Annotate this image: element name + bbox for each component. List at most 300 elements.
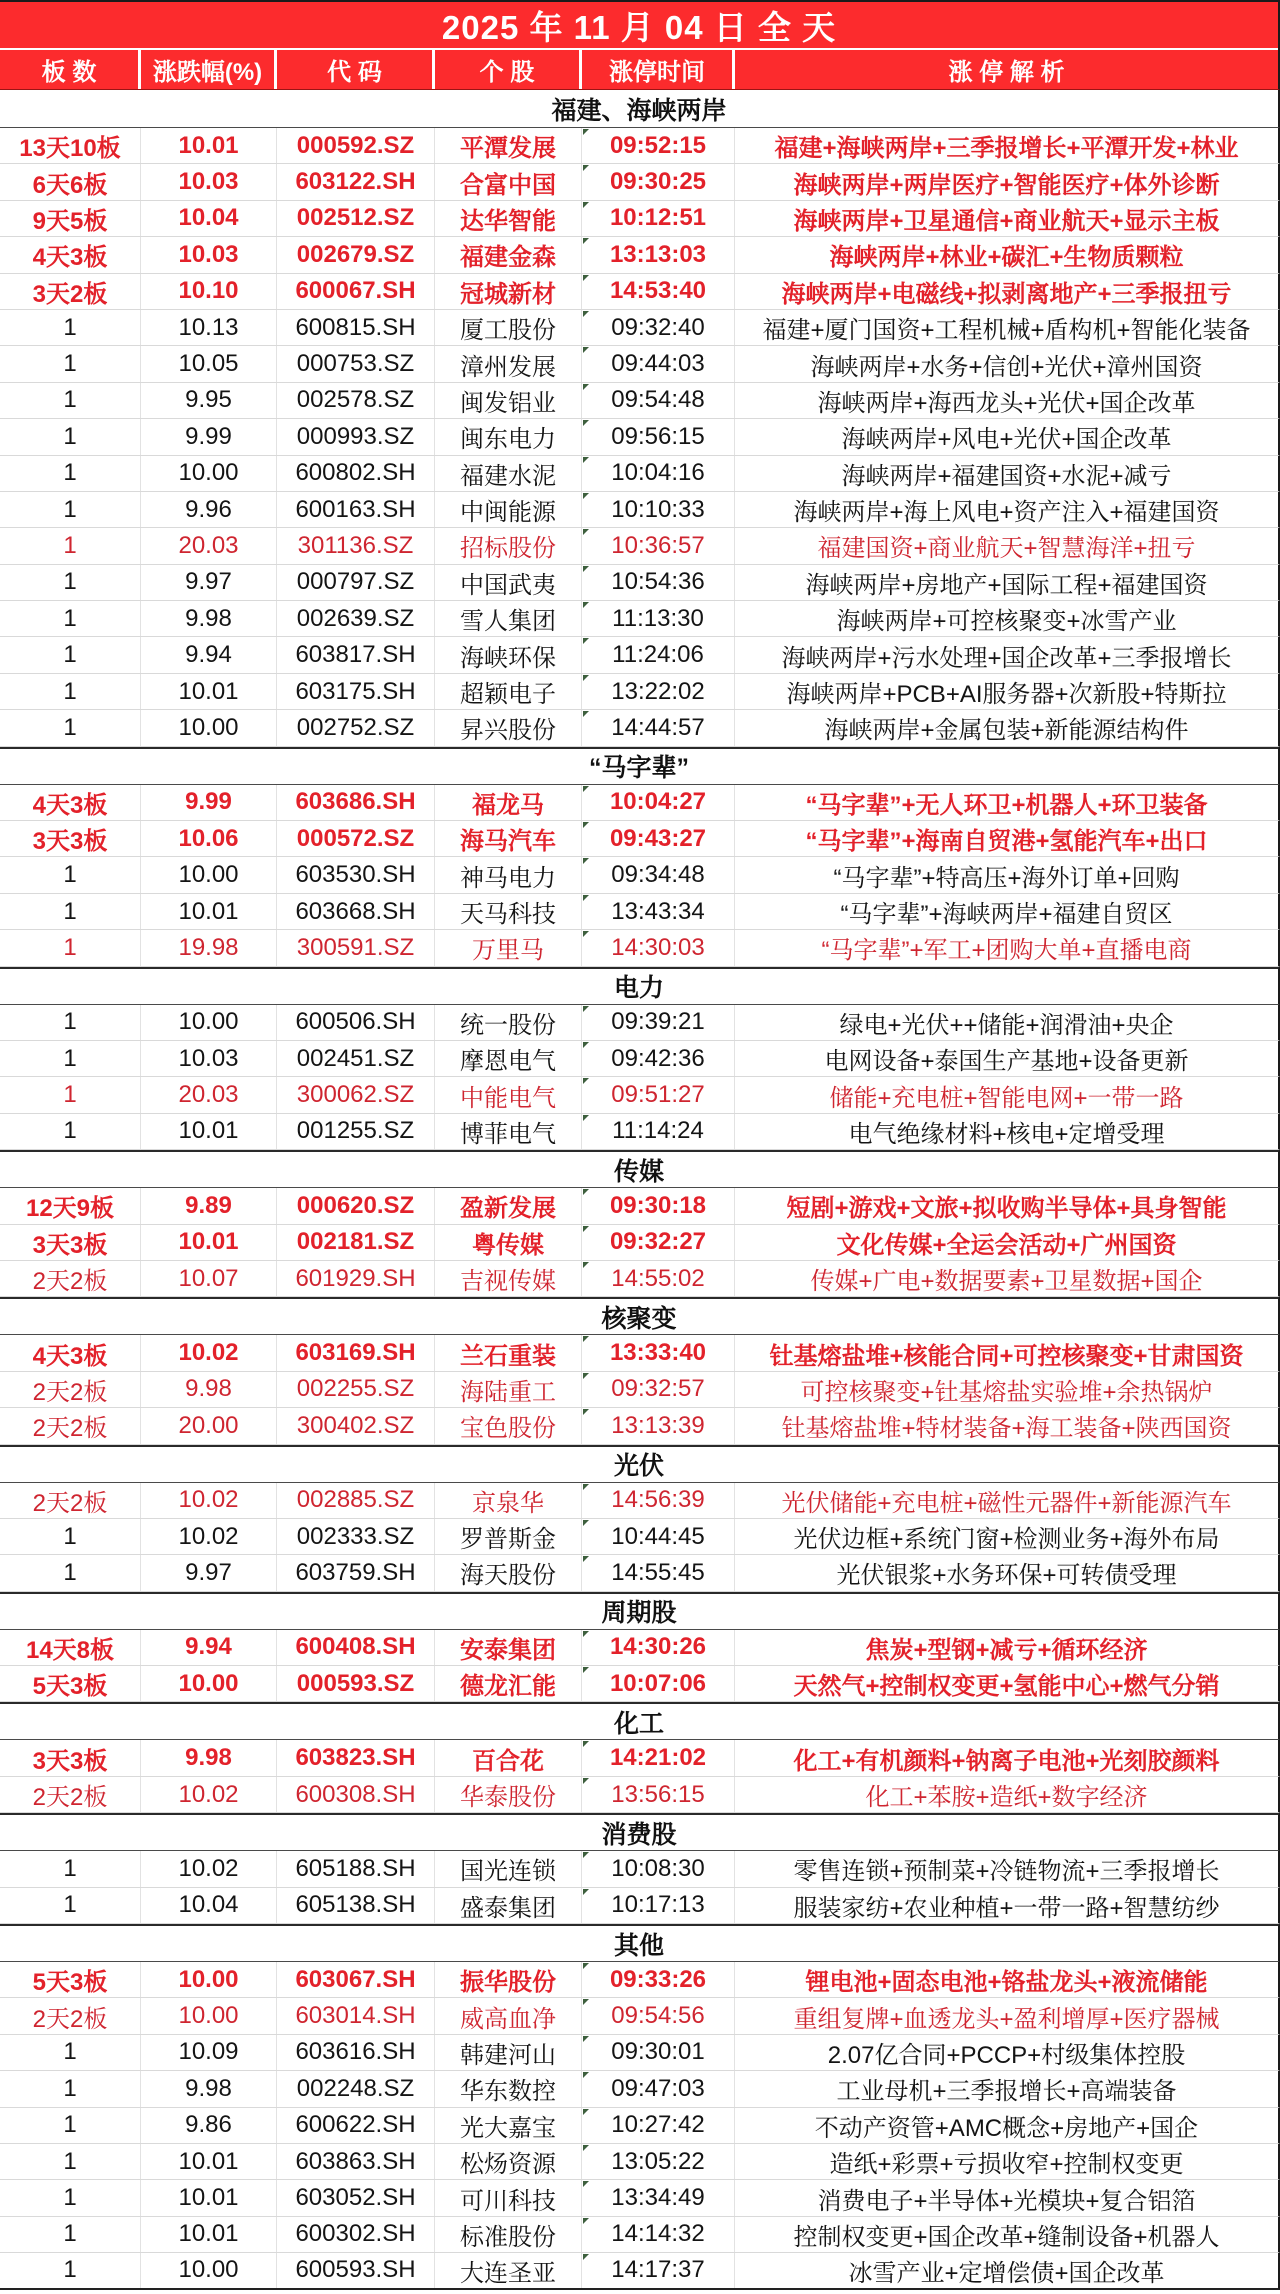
stock-row: [0, 346, 1280, 382]
limit-up-time-text: 10:36:57: [611, 531, 705, 559]
stock-name-cell: 粤传媒: [435, 1225, 582, 1260]
stock-name-cell: 厦工股份: [435, 310, 582, 345]
stock-code-cell: 603530.SH: [277, 857, 435, 892]
stock-row: [0, 1555, 1280, 1591]
limit-up-time-text: 09:34:48: [611, 861, 705, 889]
limit-up-time-text: 14:30:26: [609, 1633, 707, 1661]
limit-up-time-cell: [582, 1041, 735, 1076]
board-count-cell: 1: [0, 1077, 141, 1112]
limit-up-time-cell: [582, 1483, 735, 1518]
stock-code-cell: 600506.SH: [277, 1005, 435, 1040]
board-count-cell: 14天8板: [0, 1630, 141, 1665]
change-pct-cell: 10.05: [141, 346, 277, 381]
section-header: 化工: [0, 1702, 1280, 1740]
stock-name-cell: 安泰集团: [435, 1630, 582, 1665]
reason-cell: 海峡两岸+金属包装+新能源结构件: [824, 717, 1189, 745]
stock-name-cell: 海陆重工: [435, 1372, 582, 1407]
stock-code-cell: 603823.SH: [277, 1740, 435, 1775]
limit-up-time-cell: [582, 1630, 735, 1665]
stock-row: [0, 1041, 1280, 1077]
board-count-cell: 1: [0, 2217, 141, 2252]
stock-row: [0, 2144, 1280, 2180]
stock-code-cell: 000592.SZ: [277, 128, 435, 163]
stock-code-cell: 600593.SH: [277, 2253, 435, 2287]
limit-up-time-cell: [582, 785, 735, 820]
reason-cell: 服装家纺+农业种植+一带一路+智慧纺纱: [793, 1894, 1220, 1922]
stock-name-cell: 华东数控: [435, 2071, 582, 2106]
stock-name-cell: 统一股份: [435, 1005, 582, 1040]
limit-up-time-text: 13:05:22: [611, 2147, 705, 2175]
limit-up-time-cell: [582, 237, 735, 272]
limit-up-time-text: 14:17:37: [611, 2256, 705, 2284]
stock-row: [0, 383, 1280, 419]
stock-code-cell: 002248.SZ: [277, 2071, 435, 2106]
stock-row: [0, 456, 1280, 492]
stock-row: [0, 310, 1280, 346]
stock-name-cell: 大连圣亚: [435, 2253, 582, 2287]
board-count-cell: 1: [0, 2253, 141, 2287]
cell-indicator-icon: [583, 1189, 589, 1195]
stock-code-cell: 603052.SH: [277, 2180, 435, 2215]
board-count-cell: 3天3板: [0, 1225, 141, 1260]
board-count-cell: 2天2板: [0, 1483, 141, 1518]
stock-name-cell: 昇兴股份: [435, 710, 582, 745]
stock-row: [0, 2253, 1280, 2289]
limit-up-time-cell: [582, 1519, 735, 1554]
limit-up-time-text: 09:44:03: [611, 350, 705, 378]
stock-row: [0, 601, 1280, 637]
stock-code-cell: 603668.SH: [277, 894, 435, 929]
stock-code-cell: 300591.SZ: [277, 930, 435, 965]
limit-up-time-text: 13:56:15: [611, 1780, 705, 1808]
limit-up-time-text: 10:54:36: [611, 568, 705, 596]
board-count-cell: 3天3板: [0, 821, 141, 856]
board-count-cell: 1: [0, 1888, 141, 1923]
change-pct-cell: 10.02: [141, 1483, 277, 1518]
board-count-cell: 1: [0, 1851, 141, 1886]
limit-up-time-text: 11:24:06: [612, 641, 704, 669]
stock-name-cell: 德龙汇能: [435, 1666, 582, 1701]
stock-code-cell: 603863.SH: [277, 2144, 435, 2179]
limit-up-time-cell: [582, 201, 735, 236]
cell-indicator-icon: [583, 420, 589, 426]
limit-up-time-text: 09:54:48: [611, 386, 705, 414]
stock-code-cell: 603686.SH: [277, 785, 435, 820]
change-pct-cell: 9.99: [141, 785, 277, 820]
column-header-board-count: 板 数: [0, 50, 141, 89]
stock-row: [0, 201, 1280, 237]
change-pct-cell: 20.00: [141, 1408, 277, 1443]
board-count-cell: 9天5板: [0, 201, 141, 236]
limit-up-time-text: 09:52:15: [609, 131, 707, 159]
change-pct-cell: 10.04: [141, 201, 277, 236]
board-count-cell: 1: [0, 857, 141, 892]
board-count-cell: 12天9板: [0, 1188, 141, 1223]
limit-up-time-text: 14:55:45: [611, 1558, 705, 1586]
stock-name-cell: 振华股份: [435, 1962, 582, 1997]
limit-up-time-text: 09:51:27: [611, 1081, 705, 1109]
cell-indicator-icon: [583, 602, 589, 608]
stock-row: [0, 2180, 1280, 2216]
board-count-cell: 3天3板: [0, 1740, 141, 1775]
stock-row: [0, 1666, 1280, 1702]
reason-cell: “马字辈”+海峡两岸+福建自贸区: [840, 901, 1173, 928]
stock-code-cell: 600308.SH: [277, 1777, 435, 1812]
reason-cell: 2.07亿合同+PCCP+村级集体控股: [827, 2041, 1186, 2069]
cell-indicator-icon: [583, 1373, 589, 1379]
board-count-cell: 6天6板: [0, 164, 141, 199]
change-pct-cell: 10.00: [141, 1962, 277, 1997]
change-pct-cell: 10.04: [141, 1888, 277, 1923]
change-pct-cell: 10.01: [141, 2217, 277, 2252]
limit-up-time-text: 13:34:49: [611, 2184, 705, 2212]
cell-indicator-icon: [583, 1006, 589, 1012]
reason-cell: 控制权变更+国企改革+缝制设备+机器人: [793, 2223, 1220, 2251]
cell-indicator-icon: [583, 675, 589, 681]
board-count-cell: 1: [0, 674, 141, 709]
stock-name-cell: 盛泰集团: [435, 1888, 582, 1923]
limit-up-time-cell: [582, 1888, 735, 1923]
stock-row: [0, 1225, 1280, 1261]
stock-name-cell: 百合花: [435, 1740, 582, 1775]
cell-indicator-icon: [583, 2072, 589, 2078]
stock-row: [0, 1888, 1280, 1924]
stock-code-cell: 600302.SH: [277, 2217, 435, 2252]
sheet-title: 2025 年 11 月 04 日 全 天: [0, 0, 1280, 48]
reason-cell: 海峡两岸+福建国资+水泥+减亏: [841, 462, 1172, 490]
stock-name-cell: 神马电力: [435, 857, 582, 892]
cell-indicator-icon: [583, 822, 589, 828]
board-count-cell: 5天3板: [0, 1962, 141, 1997]
cell-indicator-icon: [583, 638, 589, 644]
change-pct-cell: 9.94: [141, 637, 277, 672]
limit-up-time-cell: [582, 674, 735, 709]
stock-row: [0, 930, 1280, 966]
stock-name-cell: 平潭发展: [435, 128, 582, 163]
limit-up-time-text: 14:53:40: [609, 277, 707, 305]
change-pct-cell: 10.01: [141, 2144, 277, 2179]
cell-indicator-icon: [583, 1963, 589, 1969]
cell-indicator-icon: [583, 493, 589, 499]
change-pct-cell: 10.01: [141, 894, 277, 929]
limit-up-time-cell: [582, 565, 735, 600]
cell-indicator-icon: [583, 858, 589, 864]
board-count-cell: 2天2板: [0, 1261, 141, 1296]
reason-cell: 短剧+游戏+文旅+拟收购半导体+具身智能: [786, 1195, 1227, 1223]
change-pct-cell: 10.00: [141, 857, 277, 892]
cell-indicator-icon: [583, 1889, 589, 1895]
change-pct-cell: 10.03: [141, 1041, 277, 1076]
change-pct-cell: 9.98: [141, 601, 277, 636]
stock-code-cell: 002333.SZ: [277, 1519, 435, 1554]
stock-name-cell: 国光连锁: [435, 1851, 582, 1886]
stock-code-cell: 000593.SZ: [277, 1666, 435, 1701]
board-count-cell: 1: [0, 637, 141, 672]
stock-name-cell: 中闽能源: [435, 492, 582, 527]
reason-cell: 冰雪产业+定增偿债+国企改革: [848, 2259, 1165, 2287]
board-count-cell: 1: [0, 492, 141, 527]
change-pct-cell: 10.00: [141, 1005, 277, 1040]
reason-cell: 光伏边框+系统门窗+检测业务+海外布局: [793, 1526, 1220, 1554]
change-pct-cell: 10.02: [141, 1851, 277, 1886]
board-count-cell: 1: [0, 894, 141, 929]
stock-name-cell: 罗普斯金: [435, 1519, 582, 1554]
section-header: 其他: [0, 1924, 1280, 1962]
reason-cell: 海峡两岸+两岸医疗+智能医疗+体外诊断: [793, 171, 1220, 199]
board-count-cell: 5天3板: [0, 1666, 141, 1701]
stock-row: [0, 492, 1280, 528]
stock-code-cell: 002451.SZ: [277, 1041, 435, 1076]
stock-name-cell: 盈新发展: [435, 1188, 582, 1223]
limit-up-time-cell: [582, 2253, 735, 2287]
limit-up-time-cell: [582, 821, 735, 856]
board-count-cell: 1: [0, 383, 141, 418]
cell-indicator-icon: [583, 129, 589, 135]
stock-name-cell: 威高血净: [435, 1998, 582, 2033]
change-pct-cell: 10.00: [141, 710, 277, 745]
stock-code-cell: 000993.SZ: [277, 419, 435, 454]
stock-row: [0, 2108, 1280, 2144]
limit-up-time-text: 10:04:27: [609, 788, 707, 816]
stock-name-cell: 宝色股份: [435, 1408, 582, 1443]
change-pct-cell: 10.03: [141, 164, 277, 199]
reason-cell: 电网设备+泰国生产基地+设备更新: [824, 1048, 1189, 1076]
limit-up-time-cell: [582, 2217, 735, 2252]
stock-row: [0, 2035, 1280, 2071]
stock-code-cell: 600815.SH: [277, 310, 435, 345]
stock-row: [0, 785, 1280, 821]
limit-up-time-text: 13:13:39: [611, 1411, 705, 1439]
change-pct-cell: 20.03: [141, 1077, 277, 1112]
cell-indicator-icon: [583, 202, 589, 208]
stock-name-cell: 万里马: [435, 930, 582, 965]
limit-up-time-text: 10:12:51: [609, 204, 707, 232]
stock-name-cell: 韩建河山: [435, 2035, 582, 2070]
reason-cell: 消费电子+半导体+光模块+复合铝箔: [817, 2187, 1196, 2215]
stock-code-cell: 603014.SH: [277, 1998, 435, 2033]
stock-name-cell: 海天股份: [435, 1555, 582, 1590]
cell-indicator-icon: [583, 1999, 589, 2005]
limit-up-time-cell: [582, 274, 735, 309]
stock-row: [0, 1483, 1280, 1519]
change-pct-cell: 9.97: [141, 565, 277, 600]
section-header: “马字辈”: [0, 747, 1280, 785]
limit-up-time-text: 09:54:56: [611, 2002, 705, 2030]
stock-code-cell: 600622.SH: [277, 2108, 435, 2143]
reason-cell: “马字辈”+特高压+海外订单+回购: [833, 864, 1180, 892]
limit-up-time-cell: [582, 1555, 735, 1590]
change-pct-cell: 10.02: [141, 1519, 277, 1554]
stock-code-cell: 600163.SH: [277, 492, 435, 527]
stock-row: [0, 1630, 1280, 1666]
cell-indicator-icon: [583, 1078, 589, 1084]
limit-up-time-cell: [582, 456, 735, 491]
reason-cell: 绿电+光伏++储能+润滑油+央企: [839, 1011, 1174, 1039]
stock-name-cell: 闽东电力: [435, 419, 582, 454]
board-count-cell: 1: [0, 2071, 141, 2106]
change-pct-cell: 9.98: [141, 1740, 277, 1775]
stock-name-cell: 标准股份: [435, 2217, 582, 2252]
change-pct-cell: 10.00: [141, 1666, 277, 1701]
stock-code-cell: 603067.SH: [277, 1962, 435, 1997]
limit-up-time-text: 09:42:36: [611, 1044, 705, 1072]
change-pct-cell: 10.00: [141, 2253, 277, 2287]
limit-up-time-text: 10:04:16: [611, 459, 705, 487]
board-count-cell: 1: [0, 710, 141, 745]
limit-up-time-cell: [582, 1005, 735, 1040]
limit-up-time-cell: [582, 2180, 735, 2215]
limit-up-time-text: 09:30:25: [609, 168, 707, 196]
limit-up-time-text: 09:33:26: [609, 1965, 707, 1993]
stock-code-cell: 300402.SZ: [277, 1408, 435, 1443]
reason-cell: 海峡两岸+电磁线+拟剥离地产+三季报扭亏: [781, 280, 1232, 308]
cell-indicator-icon: [583, 2036, 589, 2042]
reason-cell: 不动产资管+AMC概念+房地产+国企: [814, 2114, 1199, 2142]
stock-code-cell: 605138.SH: [277, 1888, 435, 1923]
cell-indicator-icon: [583, 1226, 589, 1232]
reason-cell: “马字辈”+海南自贸港+氢能汽车+出口: [805, 828, 1208, 856]
stock-row: [0, 1335, 1280, 1371]
board-count-cell: 13天10板: [0, 128, 141, 163]
cell-indicator-icon: [583, 1556, 589, 1562]
limit-up-time-cell: [582, 1666, 735, 1701]
limit-up-time-cell: [582, 2108, 735, 2143]
reason-cell: 海峡两岸+林业+碳汇+生物质颗粒: [829, 244, 1184, 272]
section-header: 核聚变: [0, 1297, 1280, 1335]
change-pct-cell: 19.98: [141, 930, 277, 965]
cell-indicator-icon: [583, 165, 589, 171]
stock-row: [0, 1740, 1280, 1776]
limit-up-time-cell: [582, 492, 735, 527]
stock-name-cell: 福建水泥: [435, 456, 582, 491]
limit-up-time-cell: [582, 1962, 735, 1997]
limit-up-time-cell: [582, 164, 735, 199]
stock-row: [0, 1777, 1280, 1813]
change-pct-cell: 10.03: [141, 237, 277, 272]
reason-cell: 天然气+控制权变更+氢能中心+燃气分销: [793, 1673, 1220, 1701]
reason-cell: 海峡两岸+可控核聚变+冰雪产业: [836, 608, 1177, 636]
stock-row: [0, 1005, 1280, 1041]
column-header-limit-up-time: 涨停时间: [582, 50, 735, 89]
stock-row: [0, 2217, 1280, 2253]
stock-name-cell: 合富中国: [435, 164, 582, 199]
cell-indicator-icon: [583, 2218, 589, 2224]
limit-up-time-cell: [582, 128, 735, 163]
change-pct-cell: 9.98: [141, 1372, 277, 1407]
stock-code-cell: 600408.SH: [277, 1630, 435, 1665]
limit-up-time-cell: [582, 894, 735, 929]
stock-row: [0, 1519, 1280, 1555]
cell-indicator-icon: [583, 1852, 589, 1858]
stock-row: [0, 1188, 1280, 1224]
stock-name-cell: 福龙马: [435, 785, 582, 820]
stock-name-cell: 博菲电气: [435, 1114, 582, 1149]
limit-up-time-cell: [582, 1372, 735, 1407]
change-pct-cell: 10.07: [141, 1261, 277, 1296]
board-count-cell: 2天2板: [0, 1998, 141, 2033]
cell-indicator-icon: [583, 895, 589, 901]
limit-up-time-text: 10:08:30: [611, 1854, 705, 1882]
stock-code-cell: 603616.SH: [277, 2035, 435, 2070]
stock-name-cell: 海峡环保: [435, 637, 582, 672]
limit-up-time-text: 14:30:03: [611, 933, 705, 961]
board-count-cell: 4天3板: [0, 1335, 141, 1370]
cell-indicator-icon: [583, 275, 589, 281]
limit-up-time-cell: [582, 857, 735, 892]
stock-name-cell: 海马汽车: [435, 821, 582, 856]
stock-code-cell: 001255.SZ: [277, 1114, 435, 1149]
limit-up-time-cell: [582, 930, 735, 965]
stock-code-cell: 603175.SH: [277, 674, 435, 709]
stock-code-cell: 000572.SZ: [277, 821, 435, 856]
cell-indicator-icon: [583, 457, 589, 463]
cell-indicator-icon: [583, 1667, 589, 1673]
reason-cell: 福建国资+商业航天+智慧海洋+扭亏: [817, 535, 1196, 563]
reason-cell: 钍基熔盐堆+核能合同+可控核聚变+甘肃国资: [769, 1342, 1244, 1370]
board-count-cell: 1: [0, 2180, 141, 2215]
stock-row: [0, 1372, 1280, 1408]
change-pct-cell: 10.06: [141, 821, 277, 856]
board-count-cell: 2天2板: [0, 1408, 141, 1443]
cell-indicator-icon: [583, 1741, 589, 1747]
stock-code-cell: 300062.SZ: [277, 1077, 435, 1112]
limit-up-time-cell: [582, 346, 735, 381]
column-header-stock-code: 代 码: [277, 50, 435, 89]
cell-indicator-icon: [583, 1336, 589, 1342]
reason-cell: 海峡两岸+房地产+国际工程+福建国资: [805, 571, 1208, 599]
stock-name-cell: 闽发铝业: [435, 383, 582, 418]
limit-up-time-cell: [582, 637, 735, 672]
cell-indicator-icon: [583, 2109, 589, 2115]
reason-cell: 海峡两岸+海上风电+资产注入+福建国资: [793, 499, 1220, 527]
stock-code-cell: 603169.SH: [277, 1335, 435, 1370]
board-count-cell: 1: [0, 930, 141, 965]
stock-code-cell: 603759.SH: [277, 1555, 435, 1590]
stock-name-cell: 兰石重装: [435, 1335, 582, 1370]
cell-indicator-icon: [583, 347, 589, 353]
change-pct-cell: 10.01: [141, 674, 277, 709]
stock-row: [0, 1998, 1280, 2034]
cell-indicator-icon: [583, 1409, 589, 1415]
change-pct-cell: 10.00: [141, 456, 277, 491]
limit-up-time-text: 09:30:01: [611, 2038, 705, 2066]
stock-name-cell: 可川科技: [435, 2180, 582, 2215]
stock-code-cell: 600067.SH: [277, 274, 435, 309]
reason-cell: 海峡两岸+污水处理+国企改革+三季报增长: [781, 644, 1232, 672]
limit-up-time-cell: [582, 419, 735, 454]
change-pct-cell: 10.01: [141, 128, 277, 163]
limit-up-time-text: 13:33:40: [609, 1339, 707, 1367]
reason-cell: 文化传媒+全运会活动+广州国资: [836, 1231, 1177, 1259]
limit-up-time-text: 09:32:27: [609, 1228, 707, 1256]
section-header: 周期股: [0, 1592, 1280, 1630]
limit-up-time-text: 11:14:24: [612, 1117, 704, 1145]
board-count-cell: 1: [0, 2108, 141, 2143]
cell-indicator-icon: [583, 931, 589, 937]
change-pct-cell: 10.02: [141, 1335, 277, 1370]
board-count-cell: 1: [0, 456, 141, 491]
board-count-cell: 1: [0, 601, 141, 636]
change-pct-cell: 9.99: [141, 419, 277, 454]
change-pct-cell: 10.01: [141, 1225, 277, 1260]
stock-row: [0, 1962, 1280, 1998]
reason-cell: 工业母机+三季报增长+高端装备: [836, 2078, 1177, 2106]
reason-cell: 海峡两岸+风电+光伏+国企改革: [841, 426, 1172, 454]
board-count-cell: 1: [0, 2035, 141, 2070]
limit-up-time-cell: [582, 710, 735, 745]
stock-row: [0, 2071, 1280, 2107]
board-count-cell: 1: [0, 310, 141, 345]
